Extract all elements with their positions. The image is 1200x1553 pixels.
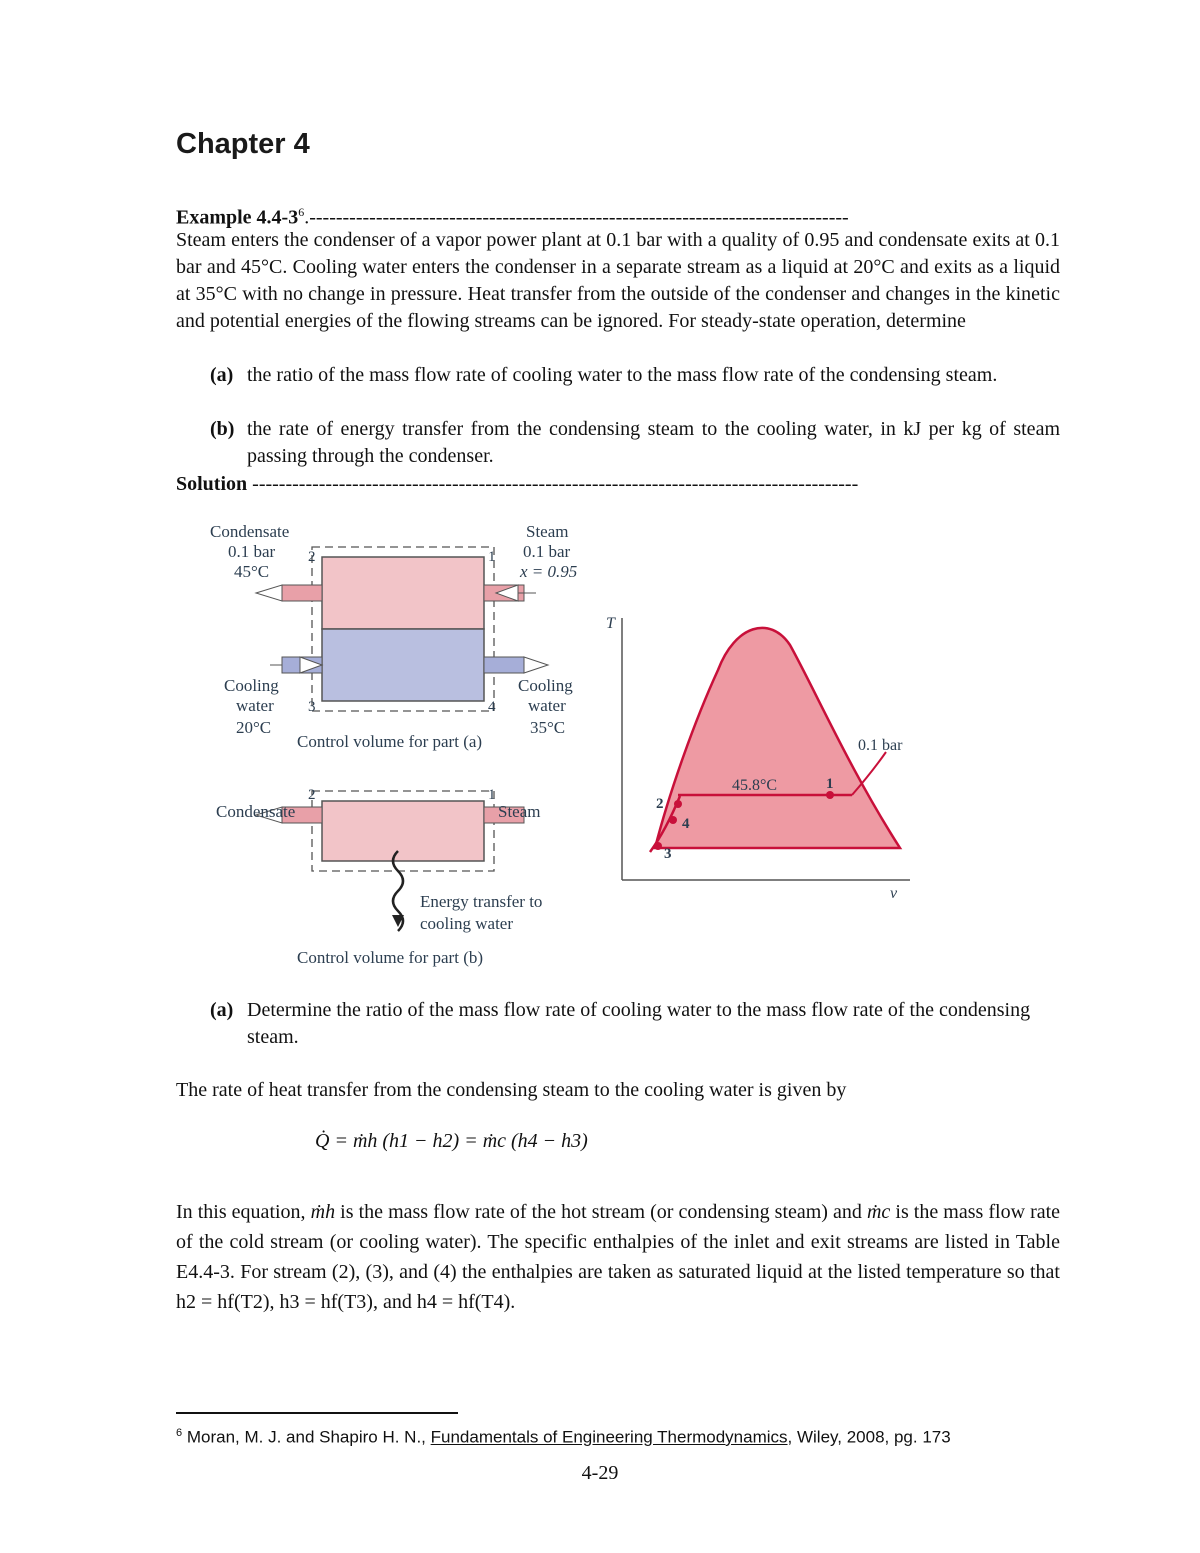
steam-quality: x = 0.95 [520,562,578,581]
steam-label: Steam [526,522,569,541]
part-a-item [210,362,1060,389]
explanation-part-3: is the mass flow rate of the cold stream (or cooling water). The specific enthalpies of the inlet and exit streams are listed in Table E4.4-3. For stream (2), (3), and (4) the enthalpies are taken as saturated liquid at the listed temperature so that h2 = hf(T2), h3 = hf(T3), and h4 = hf(T4). [176,1201,1061,1313]
condensate-b-label: Condensate [216,802,296,821]
cooling-in-label-1: Cooling [224,676,279,695]
page-number: 4-29 [581,1462,619,1484]
ts-point-3-label: 3 [664,846,672,862]
cooling-out-label-2: water [528,696,566,715]
state-2-label: 2 [308,549,316,565]
explanation-part-1: In this equation, [176,1201,306,1223]
cooling-out-temp: 35°C [530,718,566,737]
footnote-rest: , Wiley, 2008, pg. 173 [787,1427,951,1447]
footnote-rule [176,1412,458,1414]
energy-label-1: Energy transfer to [420,892,543,911]
steam-b-label: Steam [498,802,541,821]
part-a-heading-label: (a) [210,999,234,1021]
state-2-point [674,800,682,808]
condensate-pressure: 0.1 bar [228,542,276,561]
state-1-label: 1 [488,549,496,565]
condensate-temp: 45°C [234,562,270,581]
cv-b-caption: Control volume for part (b) [297,948,484,967]
state-3-label: 3 [308,699,316,715]
heat-rate-sentence: The rate of heat transfer from the condensing steam to the cooling water is given by [176,1079,847,1101]
pressure-label: 0.1 bar [858,737,903,754]
part-b-label: (b) [210,418,235,440]
cooling-out-label-1: Cooling [518,676,573,695]
state-4-label: 4 [488,699,496,715]
cooling-in-label-2: water [236,696,274,715]
steam-side-box [322,557,484,629]
water-side-box [322,629,484,701]
footnote [176,1427,951,1448]
part-b-text: the rate of energy transfer from the condensing steam to the cooling water, in kJ per kg of steam passing through the condenser. [247,418,1060,467]
t-v-diagram [600,610,920,900]
cv-b-box [322,801,484,861]
part-a-heading-text: Determine the ratio of the mass flow rate of cooling water to the mass flow rate of the condensing steam. [247,999,1031,1048]
sat-temp-label: 45.8°C [732,777,778,794]
ts-point-2-label: 2 [656,796,664,812]
condensate-label: Condensate [210,522,290,541]
v-axis-label: v [890,885,898,900]
part-a-label: (a) [210,364,234,386]
state-4-point [669,816,677,824]
condenser-schematic [200,515,600,975]
ts-point-1-label: 1 [826,776,834,792]
part-a-heading [210,997,1060,1051]
b-state-2-label: 2 [308,787,316,803]
example-dashes: .--------------------------------------------------------------------------------- [304,206,849,229]
footnote-number: 6 [176,1427,183,1439]
steam-pressure: 0.1 bar [523,542,571,561]
part-b-item [210,416,1060,470]
mh-symbol: ṁh [310,1201,336,1223]
solution-dashes: ------------------------------------------------------------------------------------------- [252,473,859,495]
energy-balance-equation: Q̇ = ṁh (h1 − h2) = ṁc (h4 − h3) [315,1130,588,1152]
part-a-text: the ratio of the mass flow rate of cooling water to the mass flow rate of the condensing steam. [247,364,998,386]
example-label: Example 4.4-3 [176,206,299,229]
state-1-point [826,791,834,799]
chapter-title: Chapter 4 [176,128,310,160]
b-state-1-label: 1 [488,787,496,803]
cv-a-caption: Control volume for part (a) [297,732,483,751]
footnote-book-title: Fundamentals of Engineering Thermodynamics [430,1427,788,1447]
example-footnote-ref: 6 [298,205,305,219]
ts-point-4-label: 4 [682,816,690,832]
solution-label: Solution [176,473,248,495]
solution-heading [176,471,1066,498]
state-3-point [654,842,662,850]
problem-statement: Steam enters the condenser of a vapor power plant at 0.1 bar with a quality of 0.95 and condensate exits at 0.1 bar and 45°C. Cooling water enters the condenser in a separate stream as a liquid at 20°C and exits as a liquid at 35°C with no change in pressure. Heat transfer from the outside of the condenser and changes in the kinetic and potential energies of the flowing streams can be ignored. For steady-state operation, determine [176,229,1060,332]
cooling-out-pipe [484,657,524,673]
mc-symbol: ṁc [866,1201,891,1223]
explanation-paragraph [176,1197,1060,1317]
condensate-arrow-icon [256,585,282,601]
condensate-pipe [282,585,322,601]
footnote-authors: Moran, M. J. and Shapiro H. N., [186,1427,426,1447]
cooling-out-arrow-icon [524,657,548,673]
energy-label-2: cooling water [420,914,513,933]
explanation-part-2: is the mass flow rate of the hot stream (or condensing steam) and [340,1201,862,1223]
cooling-in-temp: 20°C [236,718,272,737]
t-axis-label: T [606,615,615,632]
